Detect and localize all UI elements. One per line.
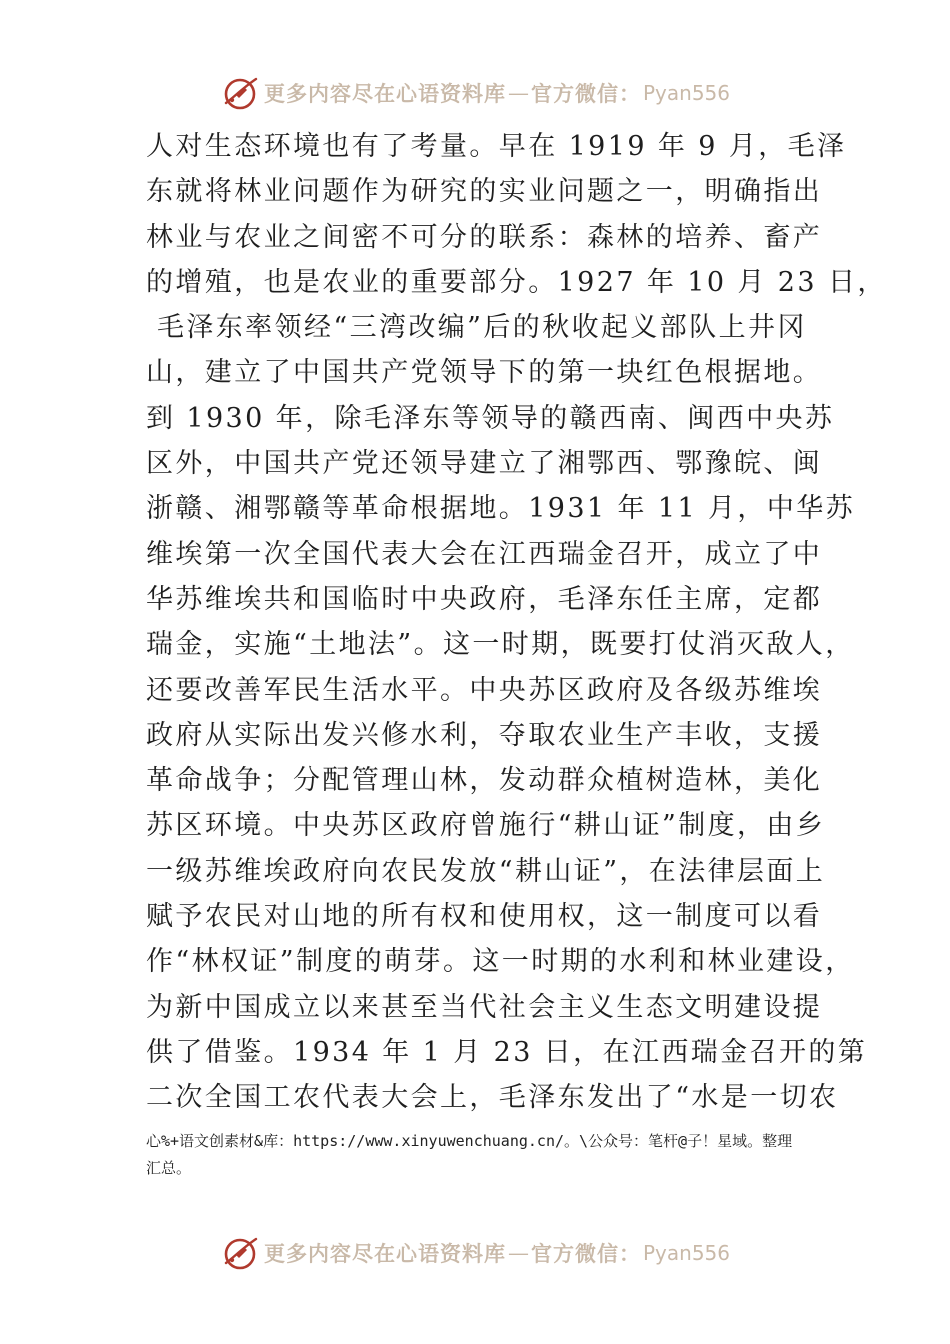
banner-separator: — [507,81,529,105]
text-line: 山，建立了中国共产党领导下的第一块红色根据地。 [146,357,823,389]
header-banner [0,71,950,115]
text-line: 区外，中国共产党还领导建立了湘鄂西、鄂豫皖、闽 [146,448,823,480]
source-note-line: 心%+语文创素材&库：https://www.xinyuwenchuang.cn/。\公众号：笔杆@子！星域。整理 [146,1132,793,1150]
banner-title: 更多内容尽在心语资料库 [263,1241,506,1266]
text-line: 赋予农民对山地的所有权和使用权，这一制度可以看 [146,901,823,933]
text-line: 东就将林业问题作为研究的实业问题之一，明确指出 [146,176,823,208]
text-line: 还要改善军民生活水平。中央苏区政府及各级苏维埃 [146,674,823,706]
pen-logo-icon [220,1233,260,1273]
text-line: 一级苏维埃政府向农民发放“耕山证”，在法律层面上 [146,855,826,887]
text-line: 人对生态环境也有了考量。早在 1919 年 9 月，毛泽 [146,131,847,162]
banner-account: Pyan556 [642,1241,730,1265]
text-line: 为新中国成立以来甚至当代社会主义生态文明建设提 [146,991,823,1023]
text-line: 瑞金，实施“土地法”。这一时期，既要打仗消灭敌人， [146,629,855,661]
footer-banner [0,1231,950,1275]
text-line: 政府从实际出发兴修水利，夺取农业生产丰收，支援 [146,719,823,751]
text-line: 革命战争；分配管理山林，发动群众植树造林，美化 [146,765,823,797]
pen-logo-icon [220,73,260,113]
text-line: 浙赣、湘鄂赣等革命根据地。1931 年 11 月，中华苏 [146,493,856,525]
source-note-line: 汇总。 [146,1159,192,1177]
banner-label: 官方微信： [530,1241,641,1266]
text-line: 华苏维埃共和国临时中央政府，毛泽东任主席，定都 [146,583,823,615]
text-line: 毛泽东率领经“三湾改编”后的秋收起义部队上井冈 [146,312,807,344]
text-line: 维埃第一次全国代表大会在江西瑞金召开，成立了中 [146,538,823,570]
document-body [146,124,887,1121]
text-line: 供了借鉴。1934 年 1 月 23 日，在江西瑞金召开的第 [146,1036,868,1068]
source-note [146,1128,836,1182]
text-line: 林业与农业之间密不可分的联系：森林的培养、畜产 [146,221,823,253]
text-line: 苏区环境。中央苏区政府曾施行“耕山证”制度，由乡 [146,810,826,842]
text-line: 的增殖，也是农业的重要部分。1927 年 10 月 23 日， [146,266,887,298]
banner-title: 更多内容尽在心语资料库 [263,81,506,106]
banner-label: 官方微信： [530,81,641,106]
text-line: 到 1930 年，除毛泽东等领导的赣西南、闽西中央苏 [146,402,835,434]
banner-account: Pyan556 [642,81,730,105]
banner-separator: — [507,1241,529,1265]
text-line: 二次全国工农代表大会上，毛泽东发出了“水是一切农 [146,1082,839,1114]
text-line: 作“林权证”制度的萌芽。这一时期的水利和林业建设， [146,946,855,978]
